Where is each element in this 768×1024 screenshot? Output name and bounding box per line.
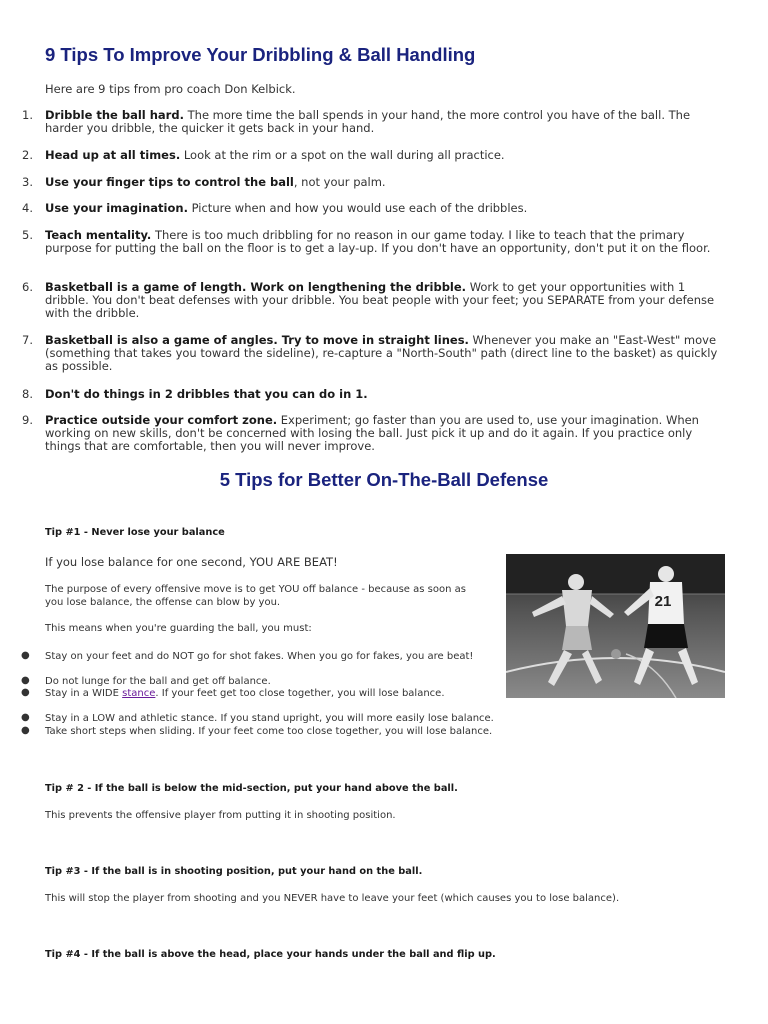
paragraph: This prevents the offensive player from putting it in shooting position. xyxy=(45,810,396,821)
list-number: 1. xyxy=(22,108,33,122)
list-number: 7. xyxy=(22,333,33,347)
list-number: 9. xyxy=(22,413,33,427)
list-item xyxy=(0,176,725,189)
bullet-icon: ● xyxy=(21,687,30,698)
list-item xyxy=(0,202,725,215)
list-item xyxy=(0,388,725,401)
tip-text: Picture when and how you would use each of the dribbles. xyxy=(187,201,528,215)
list-number: 3. xyxy=(22,175,33,189)
list-item xyxy=(0,713,600,726)
list-item xyxy=(0,334,725,373)
list-item xyxy=(0,149,725,162)
tip-heading: Tip #4 - If the ball is above the head, place your hands under the ball and flip up. xyxy=(45,949,496,960)
list-item xyxy=(0,281,725,320)
tip-text: Experiment; go faster than you are used to, use your imagination. When working on new skills, don't be concerned with losing the ball. Just pick it up and do it again. If you practice only things that are comfortable, then you will never improve. xyxy=(45,413,699,453)
tip-text: Work to get your opportunities with 1 dribble. You don't beat defenses with your dribble. You beat people with your feet; you SEPARATE from your defense with the dribble. xyxy=(45,280,715,320)
stance-link[interactable]: stance xyxy=(122,688,156,699)
intro-text: Here are 9 tips from pro coach Don Kelbick. xyxy=(45,82,296,96)
bullet-text: Stay on your feet and do NOT go for shot fakes. When you go for fakes, you are beat! xyxy=(45,651,474,662)
paragraph: This means when you're guarding the ball, you must: xyxy=(45,623,312,634)
bullet-icon: ● xyxy=(21,650,30,661)
tip-heading: Tip # 2 - If the ball is below the mid-section, put your hand above the ball. xyxy=(45,783,458,794)
bullet-text: Do not lunge for the ball and get off balance. xyxy=(45,676,271,687)
bullet-text: Stay in a LOW and athletic stance. If you stand upright, you will more easily lose balance. xyxy=(45,713,494,724)
tip-heading: Tip #3 - If the ball is in shooting position, put your hand on the ball. xyxy=(45,866,423,877)
jersey-number: 21 xyxy=(654,593,672,610)
tip-text: Look at the rim or a spot on the wall during all practice. xyxy=(180,148,505,162)
list-item xyxy=(0,229,725,255)
tip-title: Teach mentality. xyxy=(45,228,152,242)
bullet-icon: ● xyxy=(21,712,30,723)
tip-heading: Tip #1 - Never lose your balance xyxy=(45,527,225,538)
tip-text: , not your palm. xyxy=(293,175,386,189)
page-title: 9 Tips To Improve Your Dribbling & Ball Handling xyxy=(45,44,476,65)
bullet-text: Take short steps when sliding. If your feet come too close together, you will lose balance. xyxy=(45,726,493,737)
tip-text: The more time the ball spends in your hand, the more control you have of the ball. The harder you dribble, the quicker it gets back in your hand. xyxy=(45,108,691,135)
paragraph: The purpose of every offensive move is to get YOU off balance - because as soon as you lose balance, the offense can blow by you. xyxy=(45,584,466,608)
bullet-text: . If your feet get too close together, you will lose balance. xyxy=(155,688,445,699)
tip-title: Basketball is also a game of angles. Try to move in straight lines. xyxy=(45,333,469,347)
bullet-icon: ● xyxy=(21,725,30,736)
list-item xyxy=(0,109,725,135)
defense-photo xyxy=(506,554,725,698)
tip-callout: If you lose balance for one second, YOU ARE BEAT! xyxy=(45,555,338,569)
tip-title: Head up at all times. xyxy=(45,148,181,162)
tip-text: Whenever you make an "East-West" move (something that takes you toward the sideline), re-capture a "North-South" path (direct line to the basket) as quickly as possible. xyxy=(45,333,718,373)
list-number: 5. xyxy=(22,228,33,242)
paragraph: This will stop the player from shooting and you NEVER have to leave your feet (which causes you to lose balance). xyxy=(45,893,620,904)
tip-title: Don't do things in 2 dribbles that you can do in 1. xyxy=(45,387,368,401)
bullet-text: Stay in a WIDE xyxy=(45,688,123,699)
tip-title: Practice outside your comfort zone. xyxy=(45,413,278,427)
section-heading: 5 Tips for Better On-The-Ball Defense xyxy=(219,469,549,490)
list-number: 4. xyxy=(22,201,33,215)
list-number: 8. xyxy=(22,387,33,401)
tip-title: Use your imagination. xyxy=(45,201,188,215)
basketball-players-image xyxy=(506,554,725,698)
list-number: 2. xyxy=(22,148,33,162)
tip-text: There is too much dribbling for no reason in our game today. I like to teach that the primary purpose for putting the ball on the floor is to get a lay-up. If you don't have an opportunity, don't put it on the floor. xyxy=(45,228,711,255)
list-item xyxy=(0,726,600,739)
bullet-icon: ● xyxy=(21,675,30,686)
list-item xyxy=(0,414,725,453)
list-number: 6. xyxy=(22,280,33,294)
tip-title: Use your finger tips to control the ball xyxy=(45,175,294,189)
tip-title: Dribble the ball hard. xyxy=(45,108,184,122)
tip-title: Basketball is a game of length. Work on lengthening the dribble. xyxy=(45,280,467,294)
